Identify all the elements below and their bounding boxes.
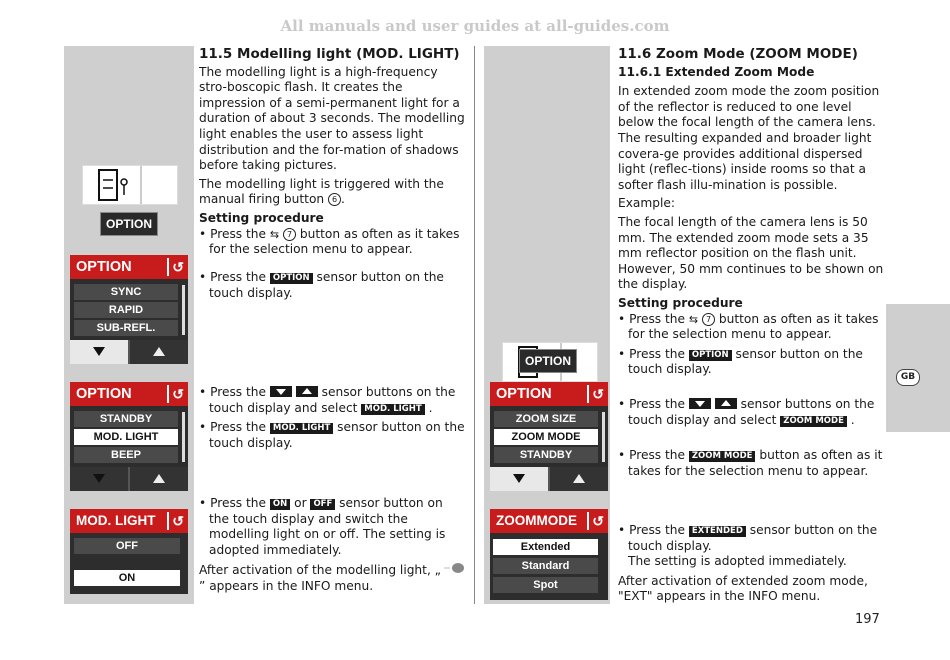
up-button[interactable] — [128, 340, 188, 364]
button-7-icon: 7 — [702, 313, 715, 326]
language-badge: GB — [896, 369, 920, 386]
right-steps-3 — [618, 397, 886, 428]
menu-item-beep[interactable]: BEEP — [74, 447, 178, 463]
down-arrow-icon — [689, 398, 711, 409]
option-sensor-button[interactable]: OPTION — [100, 212, 158, 236]
modelling-light-icon — [441, 562, 465, 574]
up-arrow-icon — [296, 386, 318, 397]
screen-title: OPTION ↺ — [490, 382, 608, 406]
menu-item-off[interactable]: OFF — [74, 538, 180, 554]
up-button[interactable] — [128, 467, 188, 491]
up-arrow-icon — [715, 398, 737, 409]
scrollbar[interactable] — [182, 285, 185, 335]
zoom-mode-screen — [490, 509, 608, 600]
menu-item-spot[interactable]: Spot — [493, 577, 598, 593]
setting-procedure-heading: Setting procedure — [618, 295, 743, 310]
subsection-title: 11.6.1 Extended Zoom Mode — [618, 64, 815, 79]
step-3: • Press the sensor buttons on the touch display and select ZOOM MODE . — [618, 397, 875, 427]
switch-arrows-icon: ⇆ — [688, 312, 699, 326]
left-steps-3-4 — [199, 385, 465, 451]
watermark: All manuals and user guides at all-guides.com — [280, 17, 670, 35]
mod-light-tag: MOD. LIGHT — [361, 404, 424, 415]
section-title: 11.6 Zoom Mode (ZOOM MODE) — [618, 46, 858, 62]
step-4: • Press the MOD. LIGHT sensor button on the touch display. — [199, 420, 465, 450]
menu-item-rapid[interactable]: RAPID — [74, 302, 178, 318]
menu-item-zoom-mode[interactable]: ZOOM MODE — [494, 429, 598, 445]
page-number: 197 — [855, 612, 880, 627]
zoom-mode-tag: ZOOM MODE — [780, 416, 847, 427]
menu-item-extended[interactable]: Extended — [493, 539, 598, 555]
step-5: • Press the EXTENDED sensor button on the touch display. — [618, 523, 878, 553]
paragraph: In extended zoom mode the zoom position of the reflector is reduced to one level below the focal length of the camera lens. The resulting expanded and broader light covera-ge provides additional dispersed light (reflec-tions) inside rooms so that a softer flash illu-mination is possible. — [618, 84, 880, 192]
back-icon[interactable]: ↺ — [587, 385, 604, 403]
right-steps-5 — [618, 523, 886, 605]
zoom-mode-tag: ZOOM MODE — [689, 451, 756, 462]
extended-tag: EXTENDED — [689, 526, 746, 537]
after-activation-note: After activation of extended zoom mode, "EXT" appears in the INFO menu. — [618, 573, 868, 604]
back-icon[interactable]: ↺ — [167, 258, 184, 276]
paragraph: The modelling light is triggered with the manual firing button 6 . — [199, 176, 444, 207]
option-tag: OPTION — [270, 273, 313, 284]
down-arrow-icon — [270, 386, 292, 397]
screen-title: ZOOMMODE ↺ — [490, 509, 608, 533]
column-divider — [474, 46, 475, 604]
step-2: • Press the OPTION sensor button on the touch display. — [618, 346, 863, 377]
screen-title: OPTION ↺ — [70, 382, 188, 406]
menu-item-standby[interactable]: STANDBY — [494, 447, 598, 463]
section-title: 11.5 Modelling light (MOD. LIGHT) — [199, 46, 460, 62]
mod-light-tag: MOD. LIGHT — [270, 423, 333, 434]
option-menu-screen-2 — [70, 382, 188, 491]
back-icon[interactable]: ↺ — [167, 385, 184, 403]
down-button[interactable] — [490, 467, 548, 491]
down-button[interactable] — [70, 340, 128, 364]
language-tab — [886, 304, 950, 432]
flash-switch-icon — [83, 166, 177, 204]
paragraph: The modelling light is a high-frequency stro-boscopic flash. It creates the impression of a semi-permanent light for a duration of about 3 seconds. The modelling light enables the user to assess light distribution and the for-mation of shadows before taking pictures. — [199, 64, 465, 173]
step-5: • Press the ON or OFF sensor button on the touch display and switch the modelling light on or off. The setting is adopted immediately. — [199, 496, 446, 557]
step-3: • Press the sensor buttons on the touch display and select MOD. LIGHT . — [199, 385, 456, 415]
switch-arrows-icon: ⇆ — [269, 227, 280, 241]
paragraph: The focal length of the camera lens is 50 mm. The extended zoom mode sets a 35 mm reflector position on the flash unit. However, 50 mm continues to be shown on the display. — [618, 214, 884, 292]
mod-light-screen — [70, 509, 188, 594]
step-1: • Press the ⇆ 7 button as often as it takes for the selection menu to appear. — [618, 311, 879, 342]
right-section-intro — [618, 47, 886, 378]
left-steps-5 — [199, 496, 465, 595]
menu-item-sync[interactable]: SYNC — [74, 284, 178, 300]
left-section-intro — [199, 47, 465, 258]
screen-title: OPTION ↺ — [70, 255, 188, 279]
after-activation-note: After activation of the modelling light, „ ” appears in the INFO menu. — [199, 562, 465, 594]
example-label: Example: — [618, 196, 675, 211]
menu-item-zoom-size[interactable]: ZOOM SIZE — [494, 411, 598, 427]
menu-item-on[interactable]: ON — [74, 570, 180, 586]
back-icon[interactable]: ↺ — [167, 512, 184, 530]
flash-unit-illustration — [82, 165, 178, 205]
off-tag: OFF — [310, 499, 335, 510]
menu-item-mod-light[interactable]: MOD. LIGHT — [74, 429, 178, 445]
option-tag: OPTION — [689, 350, 732, 361]
step-5-result: The setting is adopted immediately. — [628, 554, 847, 569]
button-7-icon: 7 — [283, 228, 296, 241]
menu-item-sub-refl[interactable]: SUB-REFL. — [74, 320, 178, 336]
on-tag: ON — [270, 499, 290, 510]
option-menu-screen-1 — [70, 255, 188, 364]
screen-title: MOD. LIGHT ↺ — [70, 509, 188, 533]
step-2: • Press the OPTION sensor button on the touch display. — [199, 270, 444, 300]
step-1: • Press the ⇆ 7 button as often as it takes for the selection menu to appear. — [199, 226, 460, 257]
menu-item-standby[interactable]: STANDBY — [74, 411, 178, 427]
up-button[interactable] — [548, 467, 608, 491]
step-4: • Press the ZOOM MODE button as often as it takes for the selection menu to appear. — [618, 448, 883, 478]
button-6-icon: 6 — [328, 193, 341, 206]
scrollbar[interactable] — [602, 412, 605, 462]
setting-procedure-heading: Setting procedure — [199, 210, 324, 225]
option-menu-screen-3 — [490, 382, 608, 491]
option-sensor-button[interactable]: OPTION — [519, 349, 577, 373]
back-icon[interactable]: ↺ — [587, 512, 604, 530]
menu-item-standard[interactable]: Standard — [493, 558, 598, 574]
scrollbar[interactable] — [182, 412, 185, 462]
down-button[interactable] — [70, 467, 128, 491]
